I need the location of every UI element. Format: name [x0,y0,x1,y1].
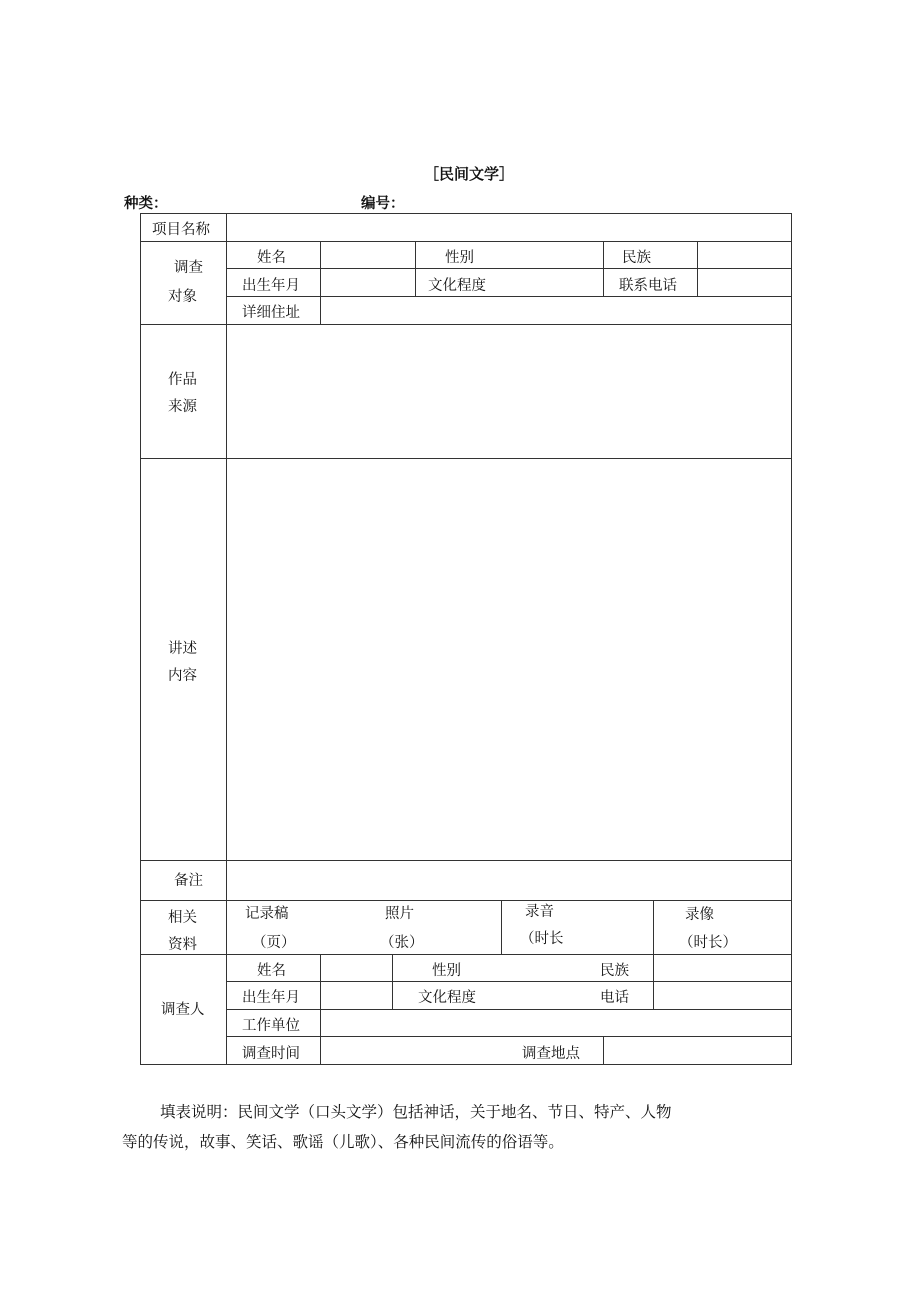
col-divider [320,954,321,1064]
subject-name-label: 姓名 [257,250,286,266]
subject-label-2: 对象 [168,289,197,305]
audio-unit: （时长 [520,931,564,947]
instructions-line-2: 等的传说，故事、笑话、歌谣（儿歌）、各种民间流传的俗语等。 [122,1133,564,1151]
col-divider [697,241,698,296]
table-border-right [791,213,792,1065]
table-border-top [140,213,792,214]
investigator-label: 调查人 [161,1002,205,1018]
investigator-time-label: 调查时间 [242,1046,300,1062]
investigator-phone-label: 电话 [600,990,629,1006]
photos-unit: （张） [380,935,424,951]
col-divider [603,1036,604,1064]
row-divider [226,981,792,982]
table-border-left [140,213,141,1065]
materials-label-2: 资料 [168,937,197,953]
subject-address-label: 详细住址 [242,305,300,321]
page-title: ［民间文学］ [424,165,515,183]
col-divider [653,954,654,1009]
col-divider [320,241,321,324]
photos-label: 照片 [385,906,414,922]
source-label-1: 作品 [168,372,197,388]
project-name-label: 项目名称 [152,222,210,238]
content-label-2: 内容 [168,668,197,684]
investigator-gender-label: 性别 [432,963,461,979]
row-divider [140,324,792,325]
subject-education-label: 文化程度 [428,278,486,294]
video-unit: （时长） [679,935,737,951]
table-border-bottom [140,1064,792,1065]
row-divider [140,900,792,901]
content-label-1: 讲述 [168,641,197,657]
col-divider [653,900,654,954]
investigator-education-label: 文化程度 [418,990,476,1006]
transcript-label: 记录稿 [245,906,289,922]
row-divider [226,268,792,269]
number-label: 编号： [361,196,405,212]
audio-label: 录音 [525,904,554,920]
investigator-birth-label: 出生年月 [242,990,300,1006]
remarks-label: 备注 [174,873,203,889]
instructions-line-1: 填表说明：民间文学（口头文学）包括神话，关于地名、节日、特产、人物 [160,1103,672,1121]
subject-birth-label: 出生年月 [242,278,300,294]
subject-gender-label: 性别 [445,250,474,266]
row-divider [226,1036,792,1037]
subject-phone-label: 联系电话 [619,278,677,294]
row-divider [226,1009,792,1010]
label-column-divider [226,213,227,1065]
investigator-ethnicity-label: 民族 [600,963,629,979]
row-divider [140,954,792,955]
row-divider [226,296,792,297]
investigator-workplace-label: 工作单位 [242,1018,300,1034]
col-divider [392,954,393,1009]
materials-label-1: 相关 [168,910,197,926]
col-divider [415,241,416,296]
row-divider [140,458,792,459]
investigator-place-label: 调查地点 [522,1046,580,1062]
video-label: 录像 [685,907,714,923]
col-divider [603,241,604,296]
col-divider [501,900,502,954]
subject-ethnicity-label: 民族 [622,250,651,266]
investigator-name-label: 姓名 [257,963,286,979]
transcript-unit: （页） [252,935,296,951]
source-label-2: 来源 [168,399,197,415]
subject-label-1: 调查 [174,260,203,276]
row-divider [140,860,792,861]
category-label: 种类： [124,196,168,212]
row-divider [140,241,792,242]
